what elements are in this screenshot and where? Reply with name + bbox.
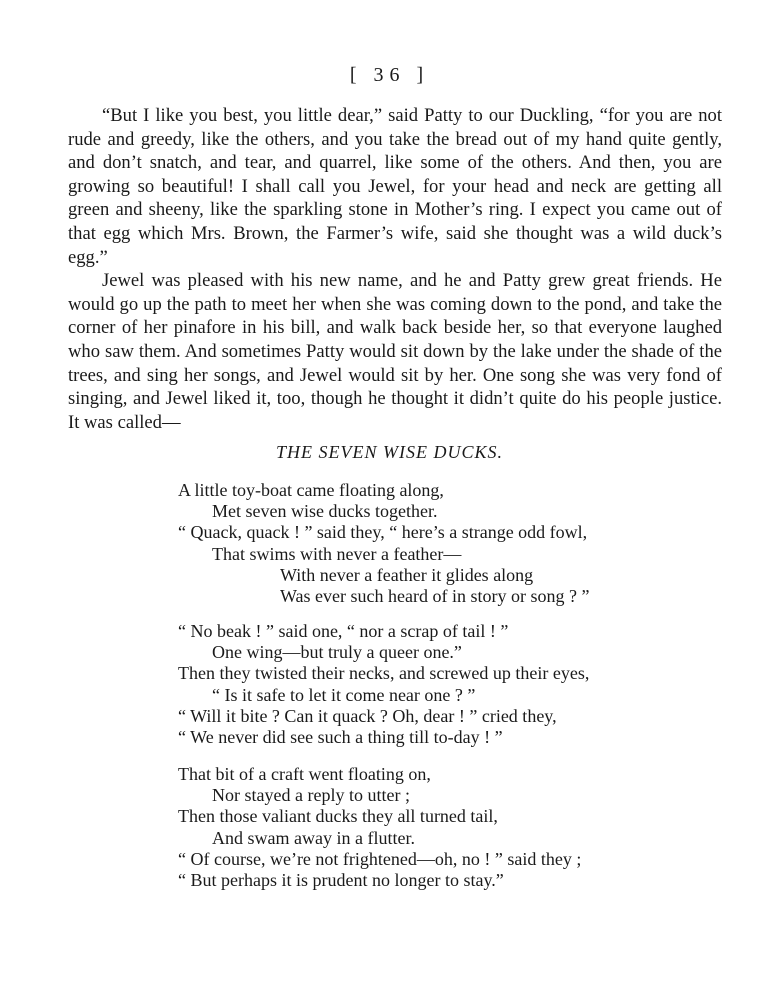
poem-line: “ Will it bite ? Can it quack ? Oh, dear ! ” cried they, [178, 705, 557, 726]
poem-line: With never a feather it glides along [280, 564, 534, 585]
poem-line: “ No beak ! ” said one, “ nor a scrap of tail ! ” [178, 621, 509, 641]
poem-line: Then those valiant ducks they all turned tail, [178, 806, 498, 827]
poem-line: “ Of course, we’re not frightened—oh, no ! ” said they ; [178, 848, 582, 869]
poem-line: And swam away in a flutter. [212, 827, 415, 848]
poem-line: Met seven wise ducks together. [212, 501, 438, 522]
poem-line: “ Is it safe to let it come near one ? ” [212, 684, 476, 705]
poem-line: That swims with never a feather— [212, 543, 462, 564]
poem-title: THE SEVEN WISE DUCKS. [276, 442, 503, 462]
poem-line: Was ever such heard of in story or song ? ” [280, 586, 590, 607]
prose-body [68, 104, 722, 434]
poem-line: One wing—but truly a queer one.” [212, 642, 462, 663]
poem-line: A little toy-boat came floating along, [178, 480, 444, 500]
poem-line: Nor stayed a reply to utter ; [212, 785, 410, 806]
page-number: [ 36 ] [349, 64, 430, 86]
poem-line: “ But perhaps it is prudent no longer to stay.” [178, 870, 504, 891]
stanza-3 [178, 764, 738, 891]
stanza-1 [178, 480, 738, 607]
poem-line: “ We never did see such a thing till to-day ! ” [178, 727, 503, 748]
poem-line: “ Quack, quack ! ” said they, “ here’s a strange odd fowl, [178, 522, 588, 543]
poem-line: That bit of a craft went floating on, [178, 764, 431, 784]
paragraph: Jewel was pleased with his new name, and he and Patty grew great friends. He would go up the path to meet her when she was coming down to the pond, and take the corner of her pinafore in his bill, and walk back beside her, so that everyone laughed who saw them. And sometimes Patty would sit down by the lake under the shade of the trees, and sing her songs, and Jewel would sit by her. One song she was very fond of singing, and Jewel liked it, too, though he thought it didn’t quite do his people justice. It was called— [68, 270, 722, 433]
paragraph: “But I like you best, you little dear,” said Patty to our Duckling, “for you are not rude and greedy, like the others, and you take the bread out of my hand quite gently, and don’t snatch, and tear, and quarrel, like some of the others. And then, you are growing so beautiful! I shall call you Jewel, for your head and neck are getting all green and sheeny, like the sparkling stone in Mother’s ring. I expect you came out of that egg which Mrs. Brown, the Farmer’s wife, said she thought was a wild duck’s egg.” [68, 105, 722, 268]
stanza-2 [178, 621, 738, 748]
poem-line: Then they twisted their necks, and screwed up their eyes, [178, 663, 590, 684]
